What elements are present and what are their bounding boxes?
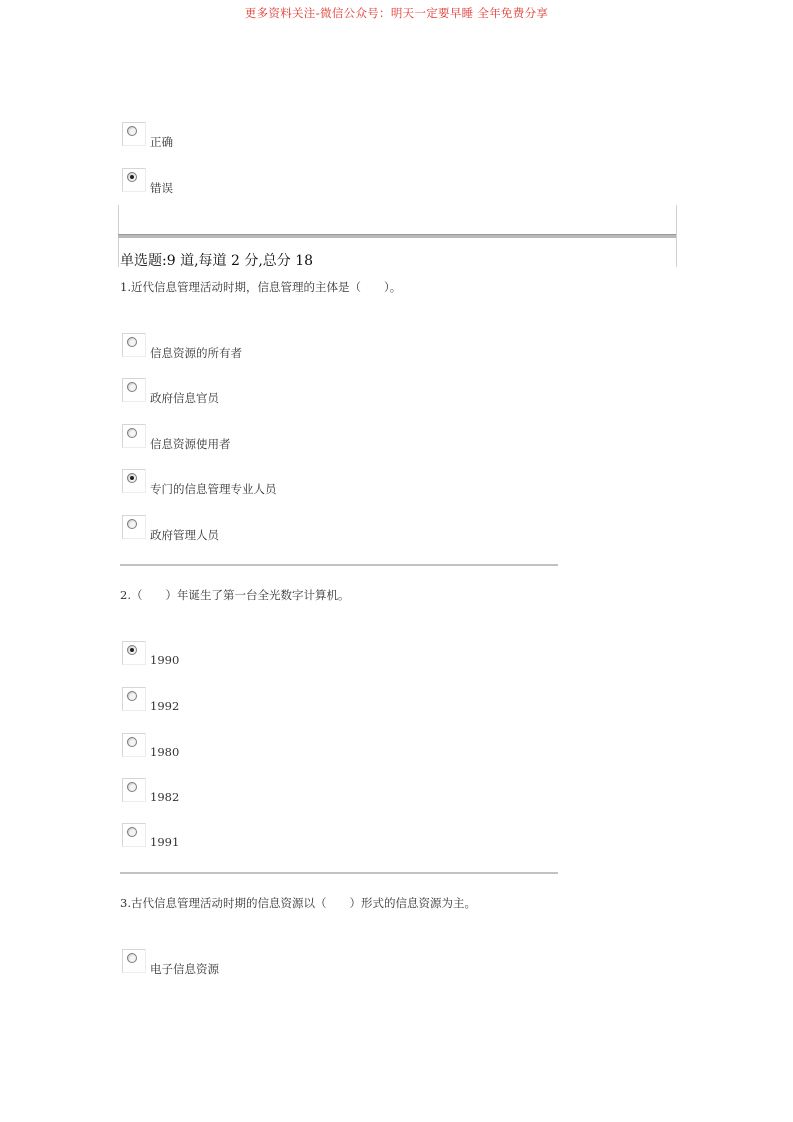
- option-label: 信息资源的所有者: [150, 346, 242, 360]
- radio-frame: [122, 424, 146, 448]
- option-label: 政府管理人员: [150, 528, 219, 542]
- option-label: 1990: [150, 653, 180, 667]
- radio-frame: [122, 122, 146, 146]
- radio-frame: [122, 949, 146, 973]
- question-divider: [120, 564, 558, 566]
- question-3-text: 3.古代信息管理活动时期的信息资源以（ ）形式的信息资源为主。: [120, 896, 476, 910]
- radio-button[interactable]: [127, 337, 137, 347]
- radio-frame: [122, 641, 146, 665]
- question-2-text: 2.（ ）年诞生了第一台全光数字计算机。: [120, 588, 350, 602]
- option-label: 1982: [150, 790, 180, 804]
- radio-frame: [122, 733, 146, 757]
- question-divider: [120, 872, 558, 874]
- option-label: 电子信息资源: [150, 962, 219, 976]
- radio-frame: [122, 333, 146, 357]
- option-label: 政府信息官员: [150, 391, 219, 405]
- option-label: 正确: [150, 135, 173, 149]
- radio-frame: [122, 778, 146, 802]
- radio-frame: [122, 168, 146, 192]
- radio-button-checked[interactable]: [127, 172, 137, 182]
- section-divider: [118, 234, 676, 238]
- section-title: 单选题:9 道,每道 2 分,总分 18: [120, 253, 314, 269]
- option-label: 1991: [150, 835, 180, 849]
- option-label: 1992: [150, 699, 180, 713]
- radio-frame: [122, 687, 146, 711]
- radio-button[interactable]: [127, 519, 137, 529]
- radio-button[interactable]: [127, 382, 137, 392]
- radio-frame: [122, 823, 146, 847]
- option-label: 信息资源使用者: [150, 437, 231, 451]
- option-label: 专门的信息管理专业人员: [150, 482, 277, 496]
- radio-button[interactable]: [127, 782, 137, 792]
- radio-button-checked[interactable]: [127, 645, 137, 655]
- question-1-text: 1.近代信息管理活动时期，信息管理的主体是（ ）。: [120, 280, 402, 294]
- radio-button[interactable]: [127, 126, 137, 136]
- radio-button[interactable]: [127, 953, 137, 963]
- option-label: 1980: [150, 745, 180, 759]
- header-banner: 更多资料关注-微信公众号：明天一定要早睡 全年免费分享: [244, 6, 549, 20]
- option-label: 错误: [150, 181, 173, 195]
- radio-button[interactable]: [127, 737, 137, 747]
- radio-button[interactable]: [127, 428, 137, 438]
- radio-button-checked[interactable]: [127, 473, 137, 483]
- radio-button[interactable]: [127, 827, 137, 837]
- radio-frame: [122, 378, 146, 402]
- radio-frame: [122, 515, 146, 539]
- radio-frame: [122, 469, 146, 493]
- radio-button[interactable]: [127, 691, 137, 701]
